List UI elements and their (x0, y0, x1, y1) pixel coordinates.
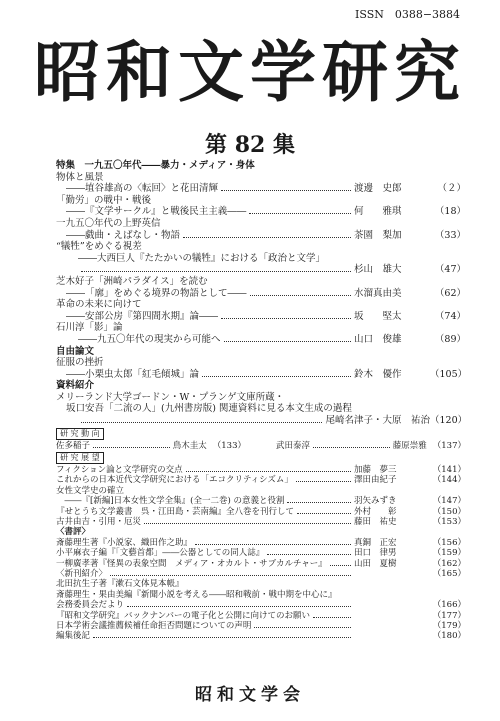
entry-title: 石川淳「影」論 (56, 322, 123, 334)
toc-entry (56, 517, 466, 527)
toc-entry (56, 579, 466, 589)
leader-dots (81, 422, 322, 423)
entry-title: ――『[新編]日本女性文学全集』(全一二巻) の意義と役割 (56, 496, 285, 507)
entry-title: 革命の未来に向けて (56, 299, 142, 311)
entry-title: 「勤労」の戦中・戦後 (56, 194, 152, 206)
free-article-list (56, 357, 466, 380)
entry-author: 坂 堅太 (354, 310, 402, 322)
entry-page: （141） (432, 465, 466, 476)
book-review-heading: 〈書評〉 (56, 527, 91, 538)
table-of-contents (56, 160, 466, 642)
entry-title: ――小栗虫太郎「紅毛傾城」論 (66, 368, 200, 380)
leader-dots (249, 213, 351, 214)
entry-author: 何 雅琪 (354, 206, 402, 218)
entry-title: 会務委員会だより (56, 600, 125, 611)
toc-entry (56, 218, 466, 230)
leader-dots (202, 376, 351, 377)
entry-author: 真銅 正宏 (354, 537, 397, 548)
entry-title: ――安部公房『第四間氷期』論―― (66, 310, 219, 322)
entry-title: 古井由吉・引用・厄災 (56, 517, 142, 527)
entry-page: （165） (432, 568, 466, 579)
entry-page: （159） (432, 548, 466, 559)
research-outlook-list (56, 465, 466, 527)
toc-entry (56, 548, 466, 558)
entry-page: （166） (432, 600, 466, 611)
trend-f: （137） (432, 440, 466, 451)
toc-entry (56, 486, 466, 496)
toc-entry (56, 392, 466, 404)
leader-dots (267, 554, 351, 555)
leader-dots (93, 637, 351, 638)
toc-entry (56, 241, 466, 253)
entry-title: 女性文学史の確立 (56, 485, 125, 496)
entry-author: 水溜真由美 (354, 287, 402, 299)
leader-dots (224, 341, 351, 342)
toc-entry (56, 299, 466, 311)
toc-entry (56, 507, 466, 517)
toc-entry (56, 569, 466, 579)
leader-dots (110, 575, 351, 576)
toc-entry (56, 475, 466, 485)
entry-author: 渡邊 史郎 (354, 183, 402, 195)
publisher-name: 昭和文学会 (195, 685, 305, 705)
entry-title: フィクション論と文学研究の交点 (56, 465, 183, 476)
issue-number: 第 82 集 (205, 132, 295, 158)
entry-title: 『昭和文学研究』バックナンバーの電子化と公開に向けてのお願い (56, 610, 310, 621)
toc-entry (56, 334, 466, 346)
leader-dots (144, 523, 351, 524)
entry-title: 一九五〇年代の上野英信 (56, 217, 161, 229)
toc-entry (56, 559, 466, 569)
entry-title: “犠牲”をめぐる視差 (56, 241, 142, 253)
entry-page: （33） (434, 229, 466, 241)
entry-title: 征服の挫折 (56, 357, 104, 369)
entry-author: 加藤 夢三 (354, 465, 397, 476)
entry-page: （147） (432, 496, 466, 507)
special-feature-heading: 特集 一九五〇年代――暴力・メディア・身体 (56, 160, 255, 171)
entry-title: 斎藤理生著『小説家、織田作之助』 (56, 537, 193, 548)
journal-title: 昭和文学研究 (34, 33, 466, 111)
entry-title: ――「廓」をめぐる境界の物語として―― (66, 287, 247, 299)
leader-dots (183, 237, 351, 238)
toc-entry (56, 590, 466, 600)
toc-entry (56, 600, 466, 610)
toc-entry (56, 415, 466, 427)
toc-entry (56, 496, 466, 506)
entry-title: 日本学術会議推薦候補任命拒否問題についての声明 (56, 620, 252, 631)
free-articles-heading: 自由論文 (56, 345, 95, 357)
entry-title: これからの日本近代文学研究における「エコクリティシズム」 (56, 475, 293, 486)
entry-title: ――大西巨人『たたかいの犠牲』における「政治と文学」 (78, 252, 326, 264)
material-list (56, 392, 466, 427)
entry-author: 杉山 雄大 (354, 264, 402, 276)
entry-page: （144） (432, 475, 466, 486)
trend-entry (56, 441, 466, 451)
book-review-list (56, 538, 466, 642)
toc-entry (56, 253, 466, 265)
leader-dots (221, 318, 351, 319)
toc-entry (56, 403, 466, 415)
entry-title: ――『文学サークル』と戦後民主主義―― (66, 206, 247, 218)
entry-title: 物体と風景 (56, 171, 104, 183)
leader-dots (313, 447, 390, 448)
entry-title: 芝木好子「洲崎パラダイス」を読む (56, 275, 208, 287)
entry-title: 坂口安吾「二流の人」(九州書房版) 関連資料に見る本文生成の過程 (66, 403, 352, 415)
entry-title: ――埴谷雄高の〈転回〉と花田清輝 (66, 183, 219, 195)
entry-title: ――戯曲・えばなし・物語 (66, 229, 181, 241)
entry-page: （74） (434, 310, 466, 322)
toc-entry (56, 264, 466, 276)
entry-title: 北田抗生子著『漱石文体見本帳』 (56, 579, 184, 590)
leader-dots (297, 513, 351, 514)
entry-title: ――九五〇年代の現実から可能へ (78, 333, 221, 345)
entry-page: （153） (432, 517, 466, 527)
entry-author: 茶園 梨加 (354, 229, 402, 241)
entry-title: 一柳廣孝著『怪異の表象空間 メディア・オカルト・サブカルチャー』 (56, 558, 327, 569)
leader-dots (330, 565, 351, 566)
toc-entry (56, 369, 466, 381)
entry-title: 斎藤理生・果由美編『新聞小説を考える――昭和戦前・戦中期を中心に』 (56, 589, 337, 600)
entry-page: （180） (432, 631, 466, 642)
trend-b: 鳥木圭太 (172, 440, 207, 451)
entry-page: （156） (432, 537, 466, 548)
entry-title: 編集後記 (56, 631, 91, 642)
entry-title: 〈新刊紹介〉 (56, 568, 108, 579)
leader-dots (81, 271, 351, 272)
leader-dots (195, 544, 351, 545)
leader-dots (254, 627, 351, 628)
leader-dots (186, 471, 351, 472)
trend-e: 藤原崇雅 (392, 440, 427, 451)
entry-author: 外村 彰 (354, 506, 397, 517)
trend-c: （133） (212, 440, 246, 451)
toc-entry (56, 183, 466, 195)
research-outlook-label: 研 究 展 望 (56, 452, 104, 464)
leader-dots (287, 502, 351, 503)
leader-dots (250, 295, 351, 296)
entry-page: （105） (430, 368, 468, 380)
entry-page: （18） (434, 206, 466, 218)
toc-entry (56, 631, 466, 641)
entry-title: 小平麻衣子編『「文藝首都」――公器としての同人誌』 (56, 548, 265, 559)
toc-entry (56, 288, 466, 300)
leader-dots (296, 481, 351, 482)
toc-entry (56, 322, 466, 334)
entry-title: メリーランド大学ゴードン・W・プランゲ文庫所蔵・ (56, 391, 285, 403)
toc-entry (56, 276, 466, 288)
issn-number: ISSN 0388−3884 (355, 8, 461, 21)
toc-entry (56, 230, 466, 242)
toc-entry (56, 611, 466, 621)
trend-a: 佐多稲子 (56, 440, 91, 451)
entry-page: （162） (432, 558, 466, 569)
toc-entry (56, 621, 466, 631)
entry-page: （２） (437, 183, 466, 195)
leader-dots (313, 617, 351, 618)
entry-page: （62） (434, 287, 466, 299)
toc-entry (56, 172, 466, 184)
toc-entry (56, 465, 466, 475)
entry-title: 『せとうち文学叢書 呉・江田島・芸南編』全八巻を刊行して (56, 506, 295, 517)
entry-page: （120） (430, 415, 468, 427)
toc-entry (56, 311, 466, 323)
research-trend-list (56, 441, 466, 451)
entry-page: （89） (434, 333, 466, 345)
feature-article-list (56, 172, 466, 346)
leader-dots (93, 447, 170, 448)
toc-entry (56, 195, 466, 207)
toc-entry (56, 206, 466, 218)
entry-page: （177） (432, 610, 466, 621)
entry-author: 尾崎名津子・大原 祐治 (325, 415, 430, 427)
entry-page: （150） (432, 506, 466, 517)
entry-author: 田口 律男 (354, 548, 397, 559)
research-trend-label: 研 究 動 向 (56, 428, 104, 440)
leader-dots (127, 606, 351, 607)
trend-d: 武田泰淳 (276, 440, 311, 451)
entry-author: 羽矢みずき (354, 496, 397, 507)
entry-page: （47） (434, 264, 466, 276)
entry-author: 澤田由紀子 (354, 475, 397, 486)
entry-author: 山口 俊雄 (354, 333, 402, 345)
toc-entry (56, 357, 466, 369)
entry-page: （179） (432, 620, 466, 631)
toc-entry (56, 538, 466, 548)
leader-dots (221, 190, 351, 191)
entry-author: 山田 夏樹 (354, 558, 397, 569)
entry-author: 藤田 祐史 (354, 517, 397, 527)
materials-heading: 資料紹介 (56, 380, 95, 392)
entry-author: 鈴木 優作 (354, 368, 402, 380)
